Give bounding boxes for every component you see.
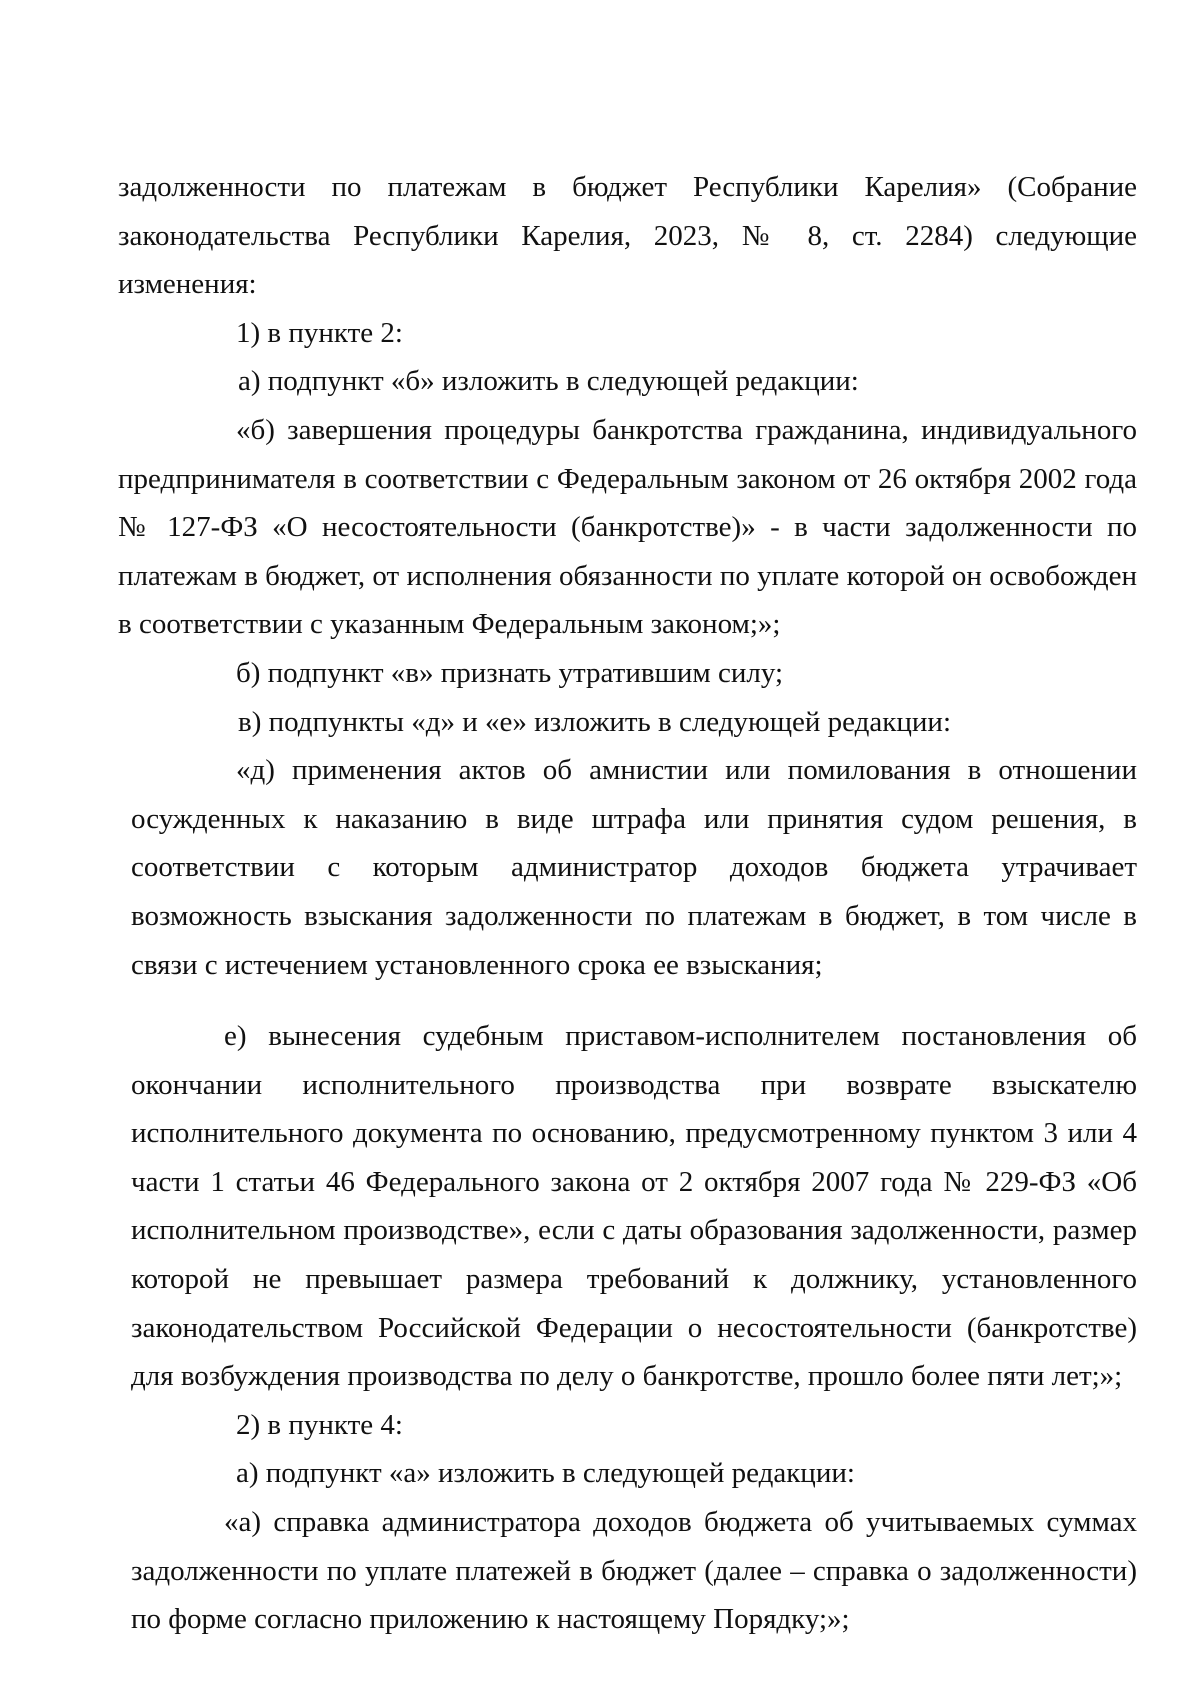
paragraph-quote-d: «д) применения актов об амнистии или помилования в отношении осужденных к наказанию в виде штрафа или принятия судом решения, в соответствии с которым администратор доходов бюджета утрачивает возможность взыскания задолженности по платежам в бюджет, в том числе в связи с истечением установленного срока ее взыскания; (131, 754, 1137, 981)
paragraph-subitem-a2: а) подпункт «а» изложить в следующей редакции: (236, 1457, 855, 1490)
paragraph-subitem-a: а) подпункт «б» изложить в следующей редакции: (238, 365, 859, 398)
paragraph-subitem-v: в) подпункты «д» и «е» изложить в следующей редакции: (238, 705, 952, 738)
paragraph-quote-a: «а) справка администратора доходов бюджета об учитываемых суммах задолженности по уплате платежей в бюджет (далее – справка о задолженности) по форме согласно приложению к настоящему Порядку;»; (131, 1506, 1137, 1636)
paragraph-item-2: 2) в пункте 4: (236, 1408, 403, 1441)
paragraph-quote-e: е) вынесения судебным приставом-исполнителем постановления об окончании исполнительного производства при возврате взыскателю исполнительного документа по основанию, предусмотренному пунктом 3 или 4 части 1 статьи 46 Федерального закона от 2 октября 2007 года № 229-ФЗ «Об исполнительном производстве», если с даты образования задолженности, размер которой не превышает размера требований к должнику, установленного законодательством Российской Федерации о несостоятельности (банкротстве) для возбуждения производства по делу о банкротстве, прошло более пяти лет;»; (131, 1020, 1137, 1393)
paragraph-subitem-b: б) подпункт «в» признать утратившим силу; (236, 656, 784, 689)
paragraph-quote-b: «б) завершения процедуры банкротства гражданина, индивидуального предпринимателя в соответствии с Федеральным законом от 26 октября 2002 года № 127-ФЗ «О несостоятельности (банкротстве)» - в части задолженности по платежам в бюджет, от исполнения обязанности по уплате которой он освобожден в соответствии с указанным Федеральным законом;»; (118, 413, 1137, 641)
paragraph-intro: задолженности по платежам в бюджет Республики Карелия» (Собрание законодательства Республики Карелия, 2023, № 8, ст. 2284) следующие изменения: (118, 171, 1137, 301)
paragraph-item-1: 1) в пункте 2: (236, 316, 403, 349)
document-body (118, 163, 1137, 1644)
